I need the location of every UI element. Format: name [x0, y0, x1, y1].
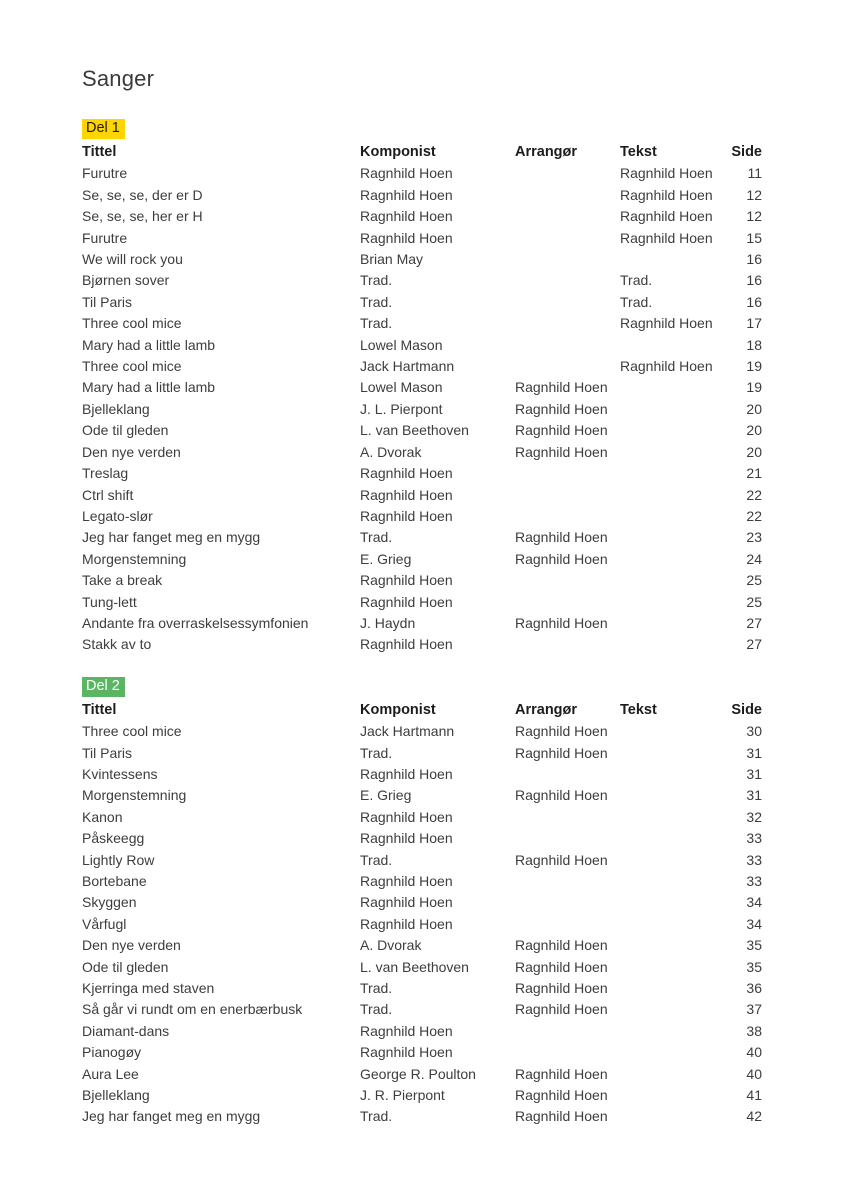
cell-tekst [620, 978, 724, 999]
table-row [82, 270, 762, 291]
cell-arrangor [515, 634, 620, 655]
cell-komponist: Trad. [360, 293, 393, 310]
table-row [82, 1021, 762, 1042]
cell-komponist: Ragnhild Hoen [360, 636, 453, 653]
table-row [82, 442, 762, 463]
cell-komponist: Ragnhild Hoen [360, 186, 453, 203]
cell-tekst [620, 1064, 724, 1085]
table-row [82, 850, 762, 871]
cell-tekst: Trad. [620, 293, 653, 310]
section-badge: Del 2 [82, 677, 125, 697]
cell-arrangor [515, 463, 620, 484]
table-row [82, 828, 762, 849]
cell-komponist: Lowel Mason [360, 379, 443, 396]
cell-tittel: Morgenstemning [82, 550, 187, 567]
cell-tittel: Ode til gleden [82, 958, 169, 975]
cell-side: 22 [746, 486, 762, 503]
cell-tekst [620, 1085, 724, 1106]
cell-side: 20 [746, 443, 762, 460]
cell-komponist: Trad. [360, 980, 393, 997]
cell-tittel: Legato-slør [82, 507, 153, 524]
cell-arrangor [515, 185, 620, 206]
table-row [82, 935, 762, 956]
cell-side: 33 [746, 873, 762, 889]
cell-arrangor: Ragnhild Hoen [515, 980, 608, 997]
cell-side: 24 [746, 550, 762, 567]
cell-tekst [620, 743, 724, 764]
cell-tekst [620, 871, 724, 892]
cell-tittel: Den nye verden [82, 443, 181, 460]
cell-komponist: George R. Poulton [360, 1065, 476, 1082]
cell-tittel: Mary had a little lamb [82, 336, 216, 353]
cell-komponist: Ragnhild Hoen [360, 572, 453, 589]
cell-arrangor: Ragnhild Hoen [515, 1065, 608, 1082]
cell-side: 31 [746, 765, 762, 782]
cell-tekst [620, 549, 724, 570]
cell-side: 11 [747, 165, 762, 182]
cell-tittel: Diamant-dans [82, 1022, 170, 1039]
cell-komponist: Ragnhild Hoen [360, 165, 453, 182]
cell-arrangor: Ragnhild Hoen [515, 744, 608, 761]
cell-side: 35 [746, 958, 762, 975]
song-section [82, 119, 762, 656]
cell-tekst [620, 999, 724, 1020]
cell-tekst: Ragnhild Hoen [620, 358, 713, 375]
cell-tittel: Så går vi rundt om en enerbærbusk [82, 1001, 303, 1018]
cell-komponist: Ragnhild Hoen [360, 830, 453, 847]
cell-komponist: Ragnhild Hoen [360, 229, 453, 246]
cell-tittel: Tung-lett [82, 593, 137, 610]
cell-side: 12 [746, 186, 762, 203]
cell-tittel: Three cool mice [82, 358, 182, 375]
cell-tittel: Furutre [82, 229, 128, 246]
cell-komponist: Ragnhild Hoen [360, 873, 453, 889]
cell-side: 25 [746, 572, 762, 589]
table-row [82, 506, 762, 527]
table-row [82, 892, 762, 913]
cell-tittel: Pianogøy [82, 1044, 142, 1061]
cell-komponist: Ragnhild Hoen [360, 915, 453, 932]
cell-tekst [620, 506, 724, 527]
table-row [82, 292, 762, 313]
cell-tekst [620, 420, 724, 441]
table-row [82, 549, 762, 570]
table-row [82, 634, 762, 655]
table-row [82, 871, 762, 892]
cell-tittel: Take a break [82, 572, 163, 589]
cell-side: 27 [746, 636, 762, 653]
table-row [82, 1042, 762, 1063]
cell-side: 12 [746, 208, 762, 225]
cell-arrangor [515, 163, 620, 184]
table-row [82, 163, 762, 184]
cell-side: 32 [746, 808, 762, 825]
cell-side: 25 [746, 593, 762, 610]
cell-komponist: Trad. [360, 1108, 393, 1125]
cell-tekst [620, 570, 724, 591]
table-row [82, 914, 762, 935]
cell-tittel: Se, se, se, der er D [82, 186, 203, 203]
cell-komponist: Trad. [360, 315, 393, 332]
cell-tittel: Bjelleklang [82, 400, 150, 417]
cell-side: 42 [746, 1108, 762, 1125]
table-row [82, 999, 762, 1020]
cell-side: 40 [746, 1065, 762, 1082]
cell-tekst: Trad. [620, 272, 653, 289]
cell-side: 31 [746, 744, 762, 761]
table-row [82, 1064, 762, 1085]
page-title: Sanger [82, 66, 155, 91]
cell-tekst [620, 377, 724, 398]
cell-komponist: Jack Hartmann [360, 723, 455, 740]
cell-arrangor [515, 270, 620, 291]
cell-side: 33 [746, 830, 762, 847]
cell-tekst: Ragnhild Hoen [620, 165, 713, 182]
cell-arrangor: Ragnhild Hoen [515, 529, 608, 546]
table-row [82, 228, 762, 249]
table-row [82, 335, 762, 356]
cell-arrangor [515, 335, 620, 356]
column-header-tekst: Tekst [620, 144, 657, 160]
cell-tittel: Kanon [82, 808, 123, 825]
cell-tittel: We will rock you [82, 251, 183, 268]
cell-komponist: Ragnhild Hoen [360, 808, 453, 825]
cell-tittel: Bjørnen sover [82, 272, 170, 289]
cell-tekst [620, 463, 724, 484]
cell-tekst: Ragnhild Hoen [620, 186, 713, 203]
cell-arrangor [515, 914, 620, 935]
cell-side: 30 [746, 723, 762, 740]
cell-komponist: A. Dvorak [360, 937, 422, 954]
section-badge: Del 1 [82, 119, 125, 139]
cell-arrangor: Ragnhild Hoen [515, 614, 608, 631]
cell-tittel: Furutre [82, 165, 128, 182]
cell-side: 34 [746, 915, 762, 932]
cell-arrangor: Ragnhild Hoen [515, 1001, 608, 1018]
table-row [82, 420, 762, 441]
column-header-tittel: Tittel [82, 701, 117, 718]
table-row [82, 978, 762, 999]
cell-arrangor [515, 206, 620, 227]
table-row [82, 206, 762, 227]
song-section [82, 677, 762, 1128]
cell-komponist: Ragnhild Hoen [360, 507, 453, 524]
cell-komponist: E. Grieg [360, 787, 412, 804]
cell-tittel: Morgenstemning [82, 787, 187, 804]
table-row [82, 463, 762, 484]
table-row [82, 957, 762, 978]
cell-tekst [620, 634, 724, 655]
cell-arrangor [515, 807, 620, 828]
table-header-row [82, 142, 762, 163]
cell-komponist: Lowel Mason [360, 336, 443, 353]
cell-arrangor [515, 249, 620, 270]
cell-arrangor: Ragnhild Hoen [515, 443, 608, 460]
table-row [82, 356, 762, 377]
cell-komponist: Brian May [360, 251, 424, 268]
cell-tekst [620, 335, 724, 356]
cell-side: 34 [746, 894, 762, 911]
cell-arrangor [515, 1042, 620, 1063]
cell-komponist: A. Dvorak [360, 443, 422, 460]
table-row [82, 764, 762, 785]
cell-tekst [620, 249, 724, 270]
cell-tekst [620, 721, 724, 742]
table-row [82, 1085, 762, 1106]
cell-komponist: J. Haydn [360, 614, 416, 631]
table-row [82, 785, 762, 806]
cell-side: 38 [746, 1022, 762, 1039]
cell-side: 16 [746, 272, 762, 289]
cell-arrangor [515, 292, 620, 313]
cell-tittel: Ode til gleden [82, 422, 169, 439]
cell-tittel: Mary had a little lamb [82, 379, 216, 396]
cell-arrangor [515, 871, 620, 892]
table-row [82, 592, 762, 613]
cell-arrangor: Ragnhild Hoen [515, 379, 608, 396]
cell-side: 16 [746, 251, 762, 268]
cell-tittel: Aura Lee [82, 1065, 139, 1082]
cell-tekst [620, 850, 724, 871]
cell-tittel: Bjelleklang [82, 1087, 150, 1104]
cell-tekst [620, 807, 724, 828]
cell-arrangor: Ragnhild Hoen [515, 723, 608, 740]
table-header-row [82, 700, 762, 721]
table-row [82, 399, 762, 420]
cell-tittel: Jeg har fanget meg en mygg [82, 529, 261, 546]
cell-side: 22 [746, 507, 762, 524]
cell-tekst [620, 485, 724, 506]
column-header-side: Side [731, 701, 762, 718]
cell-side: 19 [746, 379, 762, 396]
cell-tekst [620, 399, 724, 420]
cell-arrangor [515, 570, 620, 591]
column-header-arrangor: Arrangør [515, 701, 578, 718]
cell-komponist: E. Grieg [360, 550, 412, 567]
cell-tittel: Ctrl shift [82, 486, 134, 503]
cell-arrangor: Ragnhild Hoen [515, 1108, 608, 1125]
cell-komponist: J. L. Pierpont [360, 400, 443, 417]
cell-arrangor: Ragnhild Hoen [515, 550, 608, 567]
column-header-arrangor: Arrangør [515, 144, 578, 160]
table-row [82, 249, 762, 270]
cell-arrangor [515, 485, 620, 506]
cell-side: 20 [746, 400, 762, 417]
column-header-tittel: Tittel [82, 144, 117, 160]
cell-side: 27 [746, 614, 762, 631]
cell-side: 20 [746, 422, 762, 439]
table-row [82, 313, 762, 334]
cell-tekst [620, 828, 724, 849]
cell-side: 35 [746, 937, 762, 954]
cell-arrangor [515, 1021, 620, 1042]
cell-tekst [620, 935, 724, 956]
cell-tittel: Vårfugl [82, 915, 127, 932]
column-header-tekst: Tekst [620, 701, 657, 718]
cell-tekst: Ragnhild Hoen [620, 315, 713, 332]
cell-arrangor: Ragnhild Hoen [515, 787, 608, 804]
cell-side: 37 [746, 1001, 762, 1018]
cell-tittel: Stakk av to [82, 636, 152, 653]
cell-komponist: Ragnhild Hoen [360, 765, 453, 782]
cell-arrangor [515, 506, 620, 527]
column-header-komponist: Komponist [360, 144, 436, 160]
song-sections [82, 119, 849, 1128]
table-row [82, 377, 762, 398]
cell-tittel: Three cool mice [82, 723, 182, 740]
cell-tittel: Påskeegg [82, 830, 145, 847]
cell-arrangor [515, 828, 620, 849]
cell-tekst: Ragnhild Hoen [620, 208, 713, 225]
cell-tekst: Ragnhild Hoen [620, 229, 713, 246]
column-header-side: Side [731, 144, 762, 160]
cell-arrangor [515, 313, 620, 334]
cell-tittel: Kvintessens [82, 765, 158, 782]
cell-komponist: Trad. [360, 529, 393, 546]
cell-komponist: Ragnhild Hoen [360, 894, 453, 911]
cell-tittel: Den nye verden [82, 937, 181, 954]
cell-arrangor [515, 892, 620, 913]
cell-tittel: Jeg har fanget meg en mygg [82, 1108, 261, 1125]
table-row [82, 721, 762, 742]
cell-tittel: Lightly Row [82, 851, 155, 868]
table-row [82, 485, 762, 506]
table-row [82, 807, 762, 828]
cell-tittel: Kjerringa med staven [82, 980, 215, 997]
cell-komponist: Ragnhild Hoen [360, 208, 453, 225]
cell-side: 41 [746, 1087, 762, 1104]
cell-tekst [620, 1042, 724, 1063]
cell-tekst [620, 785, 724, 806]
cell-tittel: Se, se, se, her er H [82, 208, 203, 225]
cell-side: 21 [746, 465, 762, 482]
cell-side: 17 [746, 315, 762, 332]
table-row [82, 570, 762, 591]
cell-side: 31 [746, 787, 762, 804]
cell-arrangor [515, 228, 620, 249]
cell-komponist: Ragnhild Hoen [360, 1044, 453, 1061]
table-row [82, 185, 762, 206]
table-row [82, 613, 762, 634]
cell-tekst [620, 592, 724, 613]
cell-komponist: Trad. [360, 272, 393, 289]
cell-side: 15 [746, 229, 762, 246]
cell-arrangor: Ragnhild Hoen [515, 400, 608, 417]
cell-side: 16 [746, 293, 762, 310]
cell-tekst [620, 892, 724, 913]
cell-arrangor: Ragnhild Hoen [515, 958, 608, 975]
cell-tittel: Treslag [82, 465, 129, 482]
cell-side: 19 [746, 358, 762, 375]
cell-komponist: L. van Beethoven [360, 422, 469, 439]
cell-komponist: J. R. Pierpont [360, 1087, 445, 1104]
cell-side: 18 [746, 336, 762, 353]
cell-side: 40 [746, 1044, 762, 1061]
cell-komponist: L. van Beethoven [360, 958, 469, 975]
cell-side: 33 [746, 851, 762, 868]
cell-tekst [620, 613, 724, 634]
cell-tittel: Andante fra overraskelsessymfonien [82, 614, 309, 631]
cell-tittel: Til Paris [82, 744, 133, 761]
cell-komponist: Trad. [360, 851, 393, 868]
cell-arrangor: Ragnhild Hoen [515, 851, 608, 868]
cell-tittel: Til Paris [82, 293, 133, 310]
cell-tekst [620, 764, 724, 785]
cell-arrangor: Ragnhild Hoen [515, 422, 608, 439]
cell-tekst [620, 914, 724, 935]
cell-komponist: Trad. [360, 1001, 393, 1018]
table-row [82, 527, 762, 548]
table-row [82, 743, 762, 764]
cell-tittel: Bortebane [82, 873, 147, 889]
cell-komponist: Trad. [360, 744, 393, 761]
cell-tekst [620, 957, 724, 978]
cell-tittel: Skyggen [82, 894, 137, 911]
cell-komponist: Jack Hartmann [360, 358, 455, 375]
cell-tekst [620, 1021, 724, 1042]
cell-arrangor [515, 356, 620, 377]
cell-komponist: Ragnhild Hoen [360, 593, 453, 610]
cell-tekst [620, 442, 724, 463]
cell-side: 36 [746, 980, 762, 997]
cell-arrangor: Ragnhild Hoen [515, 937, 608, 954]
cell-komponist: Ragnhild Hoen [360, 1022, 453, 1039]
cell-arrangor [515, 764, 620, 785]
cell-komponist: Ragnhild Hoen [360, 486, 453, 503]
cell-tekst [620, 527, 724, 548]
cell-komponist: Ragnhild Hoen [360, 465, 453, 482]
table-row [82, 1106, 762, 1127]
cell-arrangor: Ragnhild Hoen [515, 1087, 608, 1104]
cell-side: 23 [746, 529, 762, 546]
cell-tittel: Three cool mice [82, 315, 182, 332]
column-header-komponist: Komponist [360, 701, 436, 718]
cell-tekst [620, 1106, 724, 1127]
cell-arrangor [515, 592, 620, 613]
